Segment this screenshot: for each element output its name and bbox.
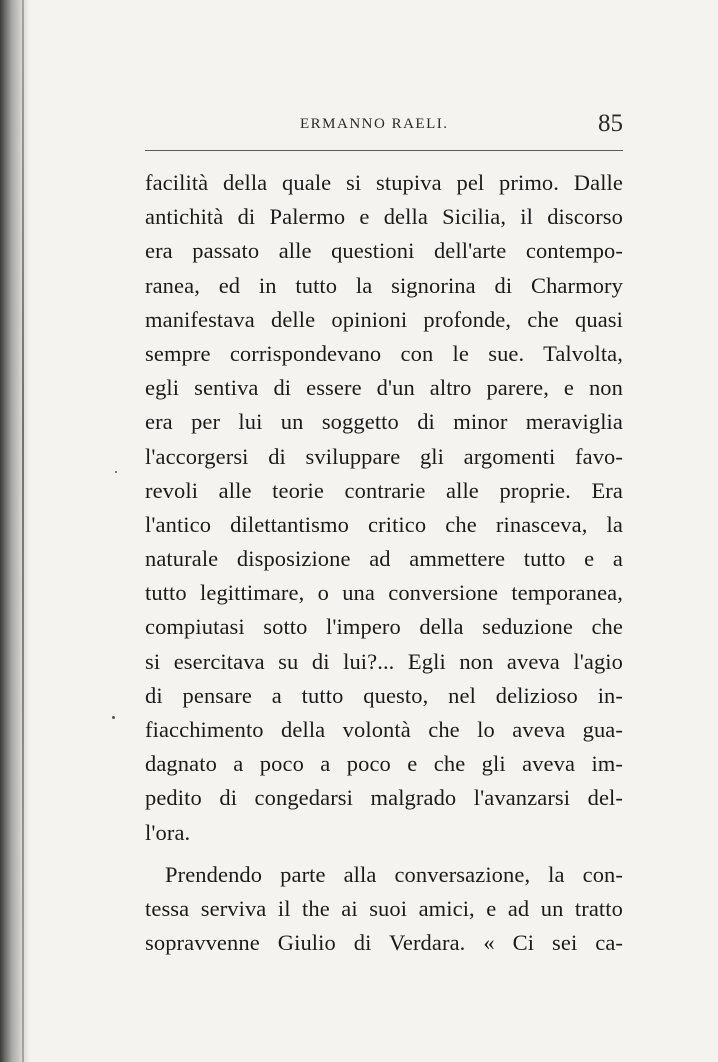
text-line: revoli alle teorie contrarie alle proprie. Era — [145, 477, 623, 503]
page-number: 85 — [598, 110, 623, 137]
text-line: era per lui un soggetto di minor meraviglia — [145, 409, 623, 435]
text-line: tessa serviva il the ai suoi amici, e ad un tratto — [145, 895, 623, 921]
paragraph-2 — [145, 858, 623, 961]
text-line: fiacchimento della volontà che lo aveva gua- — [145, 717, 623, 742]
paragraph-gap — [145, 850, 623, 858]
book-gutter-line — [22, 0, 24, 1062]
text-line: sempre corrispondevano con le sue. Talvolta, — [145, 340, 623, 366]
text-line: l'antico dilettantismo critico che rinasceva, la — [145, 511, 623, 537]
paper-speck — [115, 471, 117, 473]
text-line: si esercitava su di lui?... Egli non aveva l'agio — [145, 648, 623, 674]
text-line: antichità di Palermo e della Sicilia, il discorso — [145, 204, 623, 230]
paragraph-1 — [145, 166, 623, 850]
text-line: Prendendo parte alla conversazione, la con- — [165, 861, 623, 887]
header-rule — [145, 150, 623, 151]
text-line: era passato alle questioni dell'arte contempo- — [145, 238, 623, 264]
text-line: ranea, ed in tutto la signorina di Charmory — [145, 272, 623, 298]
page-header — [145, 110, 623, 140]
text-line: sopravvenne Giulio di Verdara. « Ci sei ca- — [145, 930, 623, 956]
text-line: l'ora. — [145, 819, 191, 845]
text-line: facilità della quale si stupiva pel primo. Dalle — [145, 170, 623, 195]
text-line: manifestava delle opinioni profonde, che quasi — [145, 306, 623, 332]
text-line: egli sentiva di essere d'un altro parere, e non — [145, 375, 623, 401]
text-line: naturale disposizione ad ammettere tutto e a — [145, 546, 623, 572]
text-line: tutto legittimare, o una conversione temporanea, — [145, 580, 623, 606]
text-line: l'accorgersi di sviluppare gli argomenti favo- — [145, 443, 623, 469]
book-binding-shadow — [0, 0, 30, 1062]
text-line: dagnato a poco a poco e che gli aveva im- — [145, 751, 623, 777]
text-line: di pensare a tutto questo, nel delizioso in- — [145, 682, 623, 708]
paper-speck — [112, 716, 115, 719]
text-line: pedito di congedarsi malgrado l'avanzarsi del- — [145, 785, 623, 811]
running-title: ERMANNO RAELI. — [300, 116, 449, 132]
page-text — [145, 166, 623, 960]
text-line: compiutasi sotto l'impero della seduzione che — [145, 614, 623, 640]
